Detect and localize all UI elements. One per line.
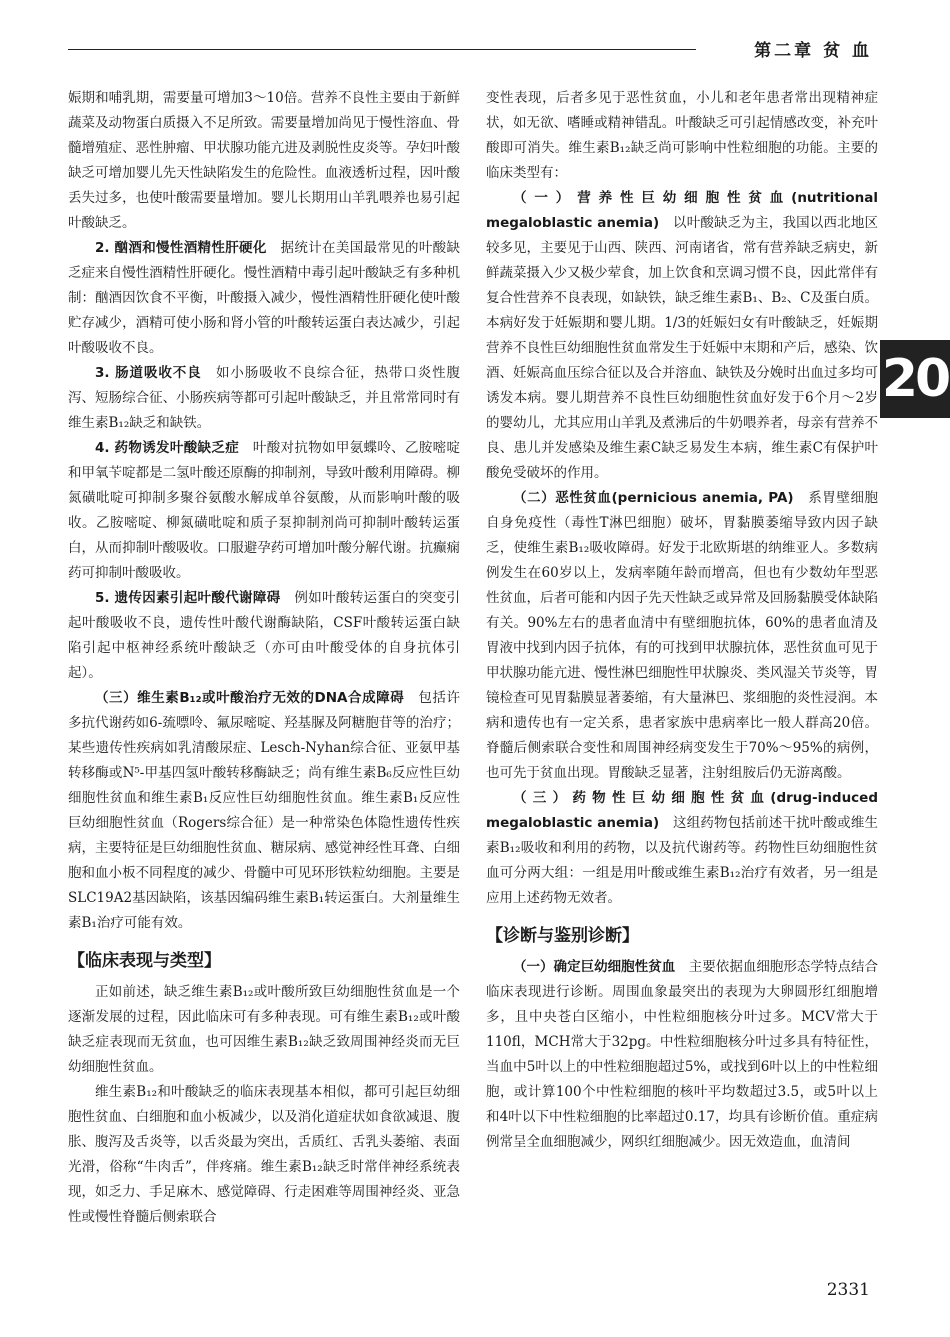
- paragraph-text: 这组药物包括前述干扰叶酸或维生素B₁₂吸收和利用的药物，以及抗代谢药等。药物性巨幼细胞性贫血可分两大组：一组是用叶酸或维生素B₁₂治疗有效者，另一组是应用上述药物无效者。: [486, 815, 879, 906]
- paragraph-text: 叶酸对抗物如甲氨蝶呤、乙胺嘧啶和甲氧苄啶都是二氢叶酸还原酶的抑制剂，导致叶酸利用障碍。柳氮磺吡啶可抑制多聚谷氨酸水解成单谷氨酸，从而影响叶酸的吸收。乙胺嘧啶、柳氮磺吡啶和质子泵抑制剂尚可抑制叶酸转运蛋白，从而抑制叶酸吸收。口服避孕药可增加叶酸分解代谢。抗癫痫药可抑制叶酸吸收。: [68, 440, 461, 581]
- paragraph-text: 系胃壁细胞自身免疫性（毒性T淋巴细胞）破坏，胃黏膜萎缩导致内因子缺乏，使维生素B₁₂吸收障碍。好发于北欧斯堪的纳维亚人。多数病例发生在60岁以上，发病率随年龄而增高，但也有少数幼年型恶性贫血，后者可能和内因子先天性缺乏或异常及回肠黏膜受体缺陷有关。90%左右的患者血清中有壁细胞抗体，60%的患者血清及胃液中找到内因子抗体，有的可找到甲状腺抗体，恶性贫血可见于甲状腺功能亢进、慢性淋巴细胞性甲状腺炎、类风湿关节炎等，胃镜检查可见胃黏膜显著萎缩，有大量淋巴、浆细胞的炎性浸润。本病和遗传也有一定关系，患者家族中患病率比一般人群高20倍。脊髓后侧索联合变性和周围神经病变发生于70%～95%的病例，也可先于贫血出现。胃酸缺乏显著，注射组胺后仍无游离酸。: [486, 490, 879, 781]
- paragraph: [68, 86, 460, 236]
- paragraph: [486, 186, 878, 486]
- paragraph-text: 维生素B₁₂和叶酸缺乏的临床表现基本相似，都可引起巨幼细胞性贫血、白细胞和血小板减少，以及消化道症状如食欲减退、腹胀、腹泻及舌炎等，以舌炎最为突出，舌质红、舌乳头萎缩、表面光滑，俗称“牛肉舌”，伴疼痛。维生素B₁₂缺乏时常伴神经系统表现，如乏力、手足麻木、感觉障碍、行走困难等周围神经炎、亚急性或慢性脊髓后侧索联合: [68, 1084, 460, 1225]
- section-heading: 【临床表现与类型】: [68, 951, 221, 971]
- paragraph: [486, 486, 878, 786]
- right-column: [486, 86, 878, 1155]
- chapter-tab: 20: [880, 340, 950, 418]
- paragraph-text: 包括许多抗代谢药如6-巯嘌呤、氟尿嘧啶、羟基脲及阿糖胞苷等的治疗；某些遗传性疾病如乳清酸尿症、Lesch-Nyhan综合征、亚氨甲基转移酶或N⁵-甲基四氢叶酸转移酶缺乏；尚有维生素B₆反应性巨幼细胞性贫血和维生素B₁反应性巨幼细胞性贫血。维生素B₁反应性巨幼细胞性贫血（Rogers综合征）是一种常染色体隐性遗传性疾病，主要特征是巨幼细胞性贫血、糖尿病、感觉神经性耳聋、白细胞和血小板不同程度的减少、骨髓中可见环形铁粒幼细胞。主要是SLC19A2基因缺陷，该基因编码维生素B₁转运蛋白。大剂量维生素B₁治疗可能有效。: [68, 690, 460, 931]
- paragraph: [486, 786, 878, 911]
- paragraph-text: 主要依据血细胞形态学特点结合临床表现进行诊断。周围血象最突出的表现为大卵圆形红细胞增多，且中央苍白区缩小，中性粒细胞核分叶过多。MCV常大于110fl，MCH常大于32pg。中性粒细胞核分叶过多具有特征性，当血中5叶以上的中性粒细胞超过5%，或找到6叶以上的中性粒细胞，或计算100个中性粒细胞的核叶平均数超过3.5，或5叶以上和4叶以下中性粒细胞的比率超过0.17，均具有诊断价值。重症病例常呈全血细胞减少，网织红细胞减少。因无效造血，血清间: [486, 959, 879, 1150]
- paragraph-text: 据统计在美国最常见的叶酸缺乏症来自慢性酒精性肝硬化。慢性酒精中毒引起叶酸缺乏有多种机制：酗酒因饮食不平衡，叶酸摄入减少，慢性酒精性肝硬化使叶酸贮存减少，酒精可使小肠和肾小管的叶酸转运蛋白表达减少，引起叶酸吸收不良。: [68, 240, 461, 356]
- paragraph: [68, 436, 460, 586]
- paragraph-heading: 4. 药物诱发叶酸缺乏症: [95, 440, 240, 456]
- paragraph: [68, 361, 460, 436]
- paragraph: [68, 236, 460, 361]
- paragraph: [486, 86, 878, 186]
- paragraph-text: 例如叶酸转运蛋白的突变引起叶酸吸收不良，遗传性叶酸代谢酶缺陷，CSF叶酸转运蛋白缺陷引起中枢神经系统叶酸缺乏（亦可由叶酸受体的自身抗体引起）。: [68, 590, 461, 681]
- paragraph-heading: 5. 遗传因素引起叶酸代谢障碍: [95, 590, 281, 606]
- paragraph: [486, 955, 878, 1155]
- paragraph-text: 变性表现，后者多见于恶性贫血，小儿和老年患者常出现精神症状，如无欲、嗜睡或精神错乱。叶酸缺乏可引起情感改变，补充叶酸即可消失。维生素B₁₂缺乏尚可影响中性粒细胞的功能。主要的临床类型有：: [486, 90, 878, 181]
- paragraph-heading: 3. 肠道吸收不良: [95, 365, 202, 381]
- paragraph-text: 以叶酸缺乏为主，我国以西北地区较多见，主要见于山西、陕西、河南诸省，常有营养缺乏病史，新鲜蔬菜摄入少又极少荤食，加上饮食和烹调习惯不良，因此常伴有复合性营养不良表现，如缺铁，缺乏维生素B₁、B₂、C及蛋白质。本病好发于妊娠期和婴儿期。1/3的妊娠妇女有叶酸缺乏，妊娠期营养不良性巨幼细胞性贫血常发生于妊娠中末期和产后，感染、饮酒、妊娠高血压综合征以及合并溶血、缺铁及分娩时出血过多均可诱发本病。婴儿期营养不良性巨幼细胞性贫血好发于6个月～2岁的婴幼儿，尤其应用山羊乳及煮沸后的牛奶喂养者，母亲有营养不良、患儿并发感染及维生素C缺乏易发生本病，维生素C有保护叶酸免受破坏的作用。: [486, 215, 879, 481]
- paragraph-text: 娠期和哺乳期，需要量可增加3～10倍。营养不良性主要由于新鲜蔬菜及动物蛋白质摄入不足所致。需要量增加尚见于慢性溶血、骨髓增殖症、恶性肿瘤、甲状腺功能亢进及剥脱性皮炎等。孕妇叶酸缺乏可增加婴儿先天性缺陷发生的危险性。血液透析过程，因叶酸丢失过多，也使叶酸需要量增加。婴儿长期用山羊乳喂养也易引起叶酸缺乏。: [68, 90, 460, 231]
- section-heading: 【诊断与鉴别诊断】: [486, 926, 639, 946]
- paragraph-text: 如小肠吸收不良综合征，热带口炎性腹泻、短肠综合征、小肠疾病等都可引起叶酸缺乏，并且常常同时有维生素B₁₂缺乏和缺铁。: [68, 365, 461, 431]
- paragraph-heading: （三）药物性巨幼细胞性贫血(drug-induced megaloblastic anemia): [486, 790, 878, 831]
- paragraph-heading: （二）恶性贫血(pernicious anemia, PA): [513, 490, 794, 506]
- paragraph-heading: 2. 酗酒和慢性酒精性肝硬化: [95, 240, 267, 256]
- paragraph-text: 正如前述，缺乏维生素B₁₂或叶酸所致巨幼细胞性贫血是一个逐渐发展的过程，因此临床可有多种表现。可有维生素B₁₂或叶酸缺乏症表现而无贫血，也可因维生素B₁₂缺乏致周围神经炎而无巨幼细胞性贫血。: [68, 984, 460, 1075]
- page-number: 2331: [826, 1280, 870, 1300]
- left-column: [68, 86, 460, 1230]
- chapter-title: 第二章 贫 血: [754, 41, 872, 61]
- paragraph-heading: （三）维生素B₁₂或叶酸治疗无效的DNA合成障碍: [95, 690, 405, 706]
- paragraph-heading: （一）营养性巨幼细胞性贫血(nutritional megaloblastic anemia): [486, 190, 878, 231]
- paragraph: [68, 1080, 460, 1230]
- paragraph: [68, 686, 460, 936]
- header-rule: [68, 49, 696, 50]
- paragraph: [68, 980, 460, 1080]
- paragraph: [68, 586, 460, 686]
- paragraph-heading: （一）确定巨幼细胞性贫血: [513, 959, 676, 975]
